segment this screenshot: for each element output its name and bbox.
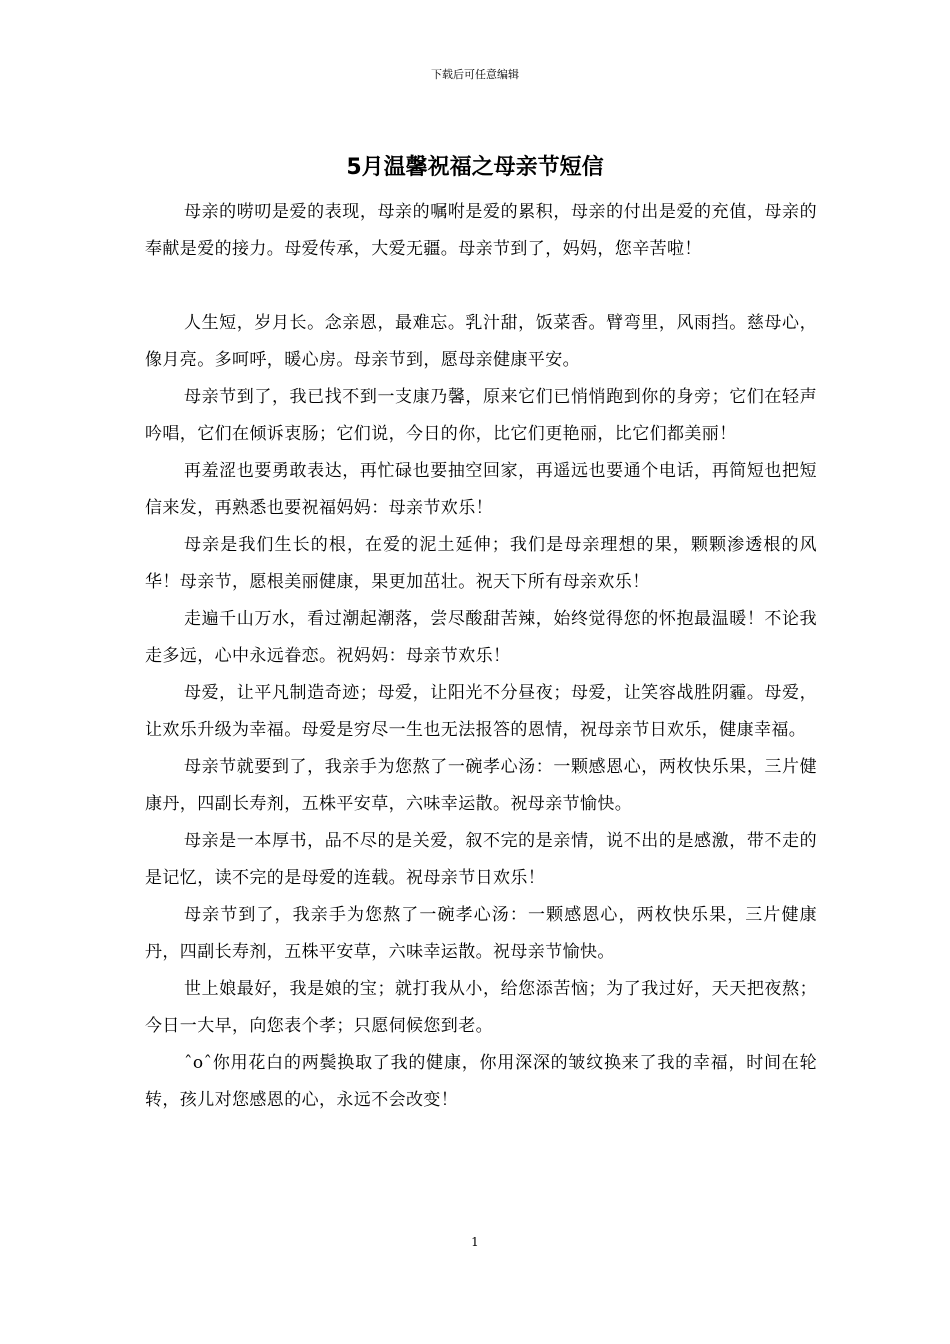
paragraph-12: ˆoˆ你用花白的两鬓换取了我的健康，你用深深的皱纹换来了我的幸福，时间在轮转，孩儿对您感恩的心，永远不会改变！ [145,1053,817,1110]
page-number: 1 [471,1235,479,1249]
document-title: 5月温馨祝福之母亲节短信 [346,155,604,180]
paragraph-11: 世上娘最好，我是娘的宝；就打我从小，给您添苦恼；为了我过好，天天把夜熬；今日一大早，向您表个孝；只愿伺候您到老。 [145,979,817,1036]
paragraph-10: 母亲节到了，我亲手为您熬了一碗孝心汤：一颗感恩心，两枚快乐果，三片健康丹，四副长寿剂，五株平安草，六味幸运散。祝母亲节愉快。 [145,905,817,962]
page-header-note: 下载后可任意编辑 [431,68,519,81]
document-body [145,194,817,1119]
paragraph-9: 母亲是一本厚书，品不尽的是关爱，叙不完的是亲情，说不出的是感激，带不走的是记忆，读不完的是母爱的连载。祝母亲节日欢乐！ [145,831,817,888]
paragraph-1: 母亲的唠叨是爱的表现，母亲的嘱咐是爱的累积，母亲的付出是爱的充值，母亲的奉献是爱的接力。母爱传承，大爱无疆。母亲节到了，妈妈，您辛苦啦！ [145,202,817,259]
paragraph-3: 母亲节到了，我已找不到一支康乃馨，原来它们已悄悄跑到你的身旁；它们在轻声吟唱，它们在倾诉衷肠；它们说，今日的你，比它们更艳丽，比它们都美丽！ [145,387,817,444]
paragraph-8: 母亲节就要到了，我亲手为您熬了一碗孝心汤：一颗感恩心，两枚快乐果，三片健康丹，四副长寿剂，五株平安草，六味幸运散。祝母亲节愉快。 [145,757,817,814]
paragraph-4: 再羞涩也要勇敢表达，再忙碌也要抽空回家，再遥远也要通个电话，再简短也把短信来发，再熟悉也要祝福妈妈：母亲节欢乐！ [145,461,817,518]
paragraph-7: 母爱，让平凡制造奇迹；母爱，让阳光不分昼夜；母爱，让笑容战胜阴霾。母爱，让欢乐升级为幸福。母爱是穷尽一生也无法报答的恩情，祝母亲节日欢乐，健康幸福。 [145,683,817,740]
paragraph-2: 人生短，岁月长。念亲恩，最难忘。乳汁甜，饭菜香。臂弯里，风雨挡。慈母心，像月亮。多呵呼，暖心房。母亲节到，愿母亲健康平安。 [145,313,817,370]
paragraph-6: 走遍千山万水，看过潮起潮落，尝尽酸甜苦辣，始终觉得您的怀抱最温暖！不论我走多远，心中永远眷恋。祝妈妈：母亲节欢乐！ [145,609,817,666]
paragraph-5: 母亲是我们生长的根，在爱的泥土延伸；我们是母亲理想的果，颗颗渗透根的风华！母亲节，愿根美丽健康，果更加茁壮。祝天下所有母亲欢乐！ [145,535,817,592]
